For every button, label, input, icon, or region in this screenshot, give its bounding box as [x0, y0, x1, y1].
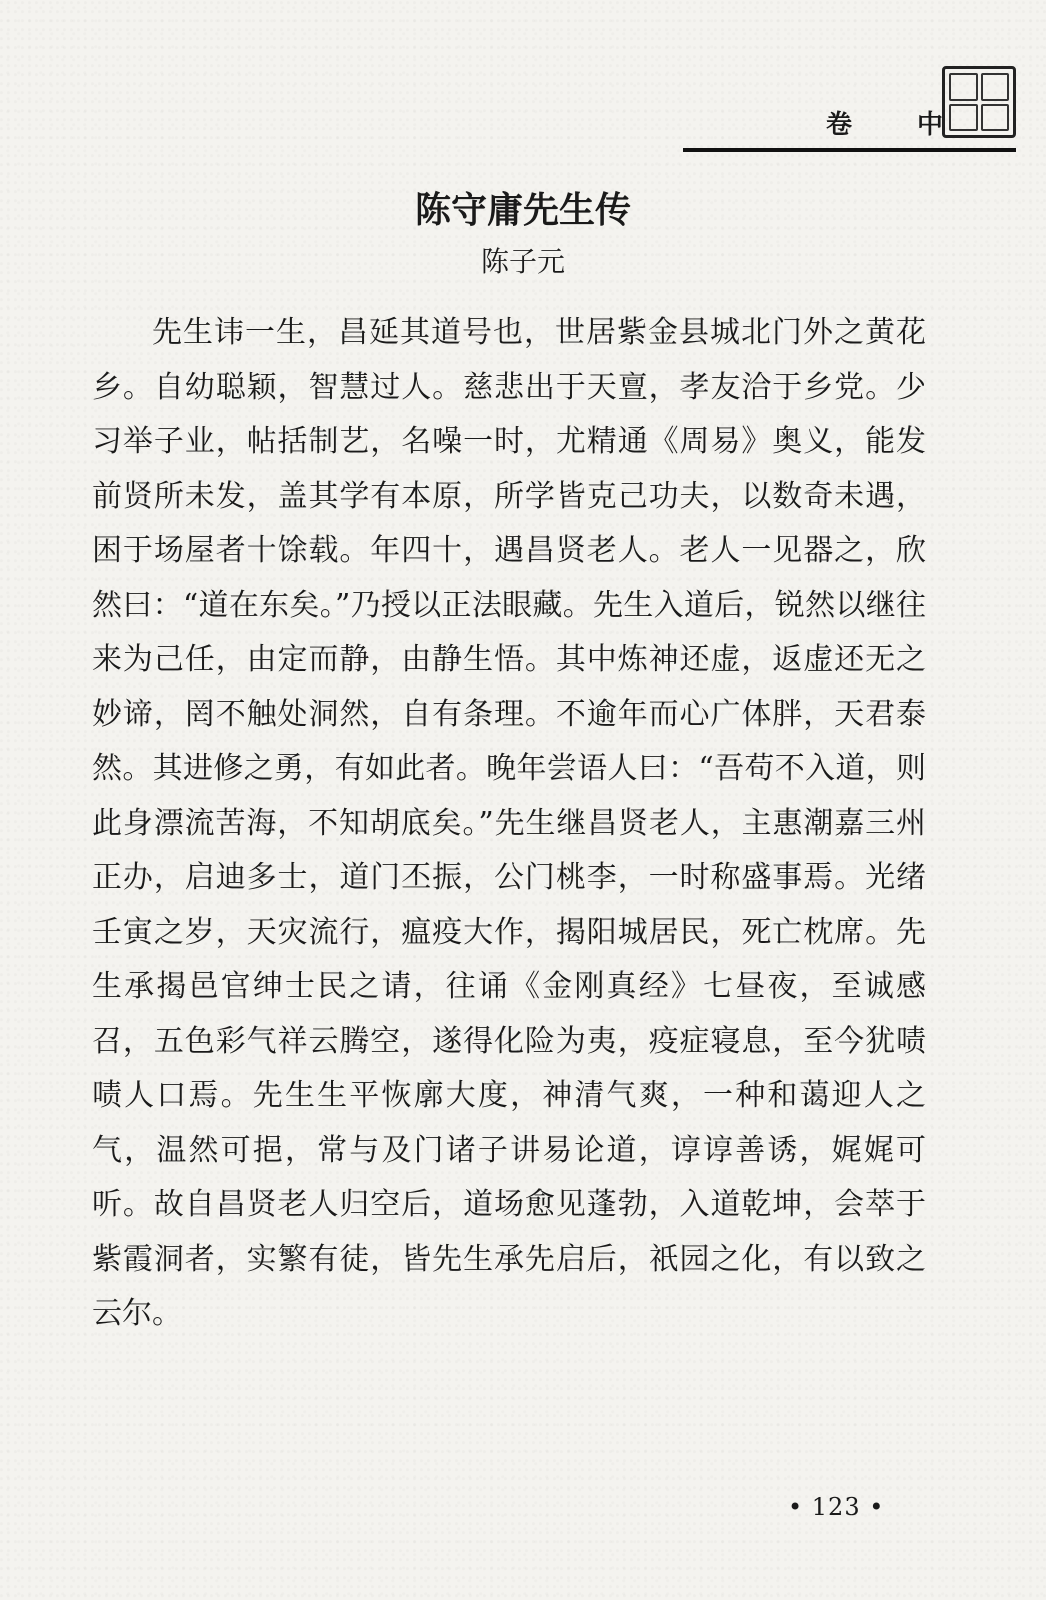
body-paragraph: 先生讳一生，昌延其道号也，世居紫金县城北门外之黄花乡。自幼聪颖，智慧过人。慈悲出于天亶，孝友洽于乡党。少习举子业，帖括制艺，名噪一时，尤精通《周易》奥义，能发前贤所未发，盖其学有本原，所学皆克己功夫，以数奇未遇，困于场屋者十馀载。年四十，遇昌贤老人。老人一见器之，欣然曰：“道在东矣。”乃授以正法眼藏。先生入道后，锐然以继往来为己任，由定而静，由静生悟。其中炼神还虚，返虚还无之妙谛，罔不触处洞然，自有条理。不逾年而心广体胖，天君泰然。其进修之勇，有如此者。晚年尝语人曰：“吾苟不入道，则此身漂流苦海，不知胡底矣。”先生继昌贤老人，主惠潮嘉三州正办，启迪多士，道门丕振，公门桃李，一时称盛事焉。光绪壬寅之岁，天灾流行，瘟疫大作，揭阳城居民，死亡枕席。先生承揭邑官绅士民之请，往诵《金刚真经》七昼夜，至诚感召，五色彩气祥云腾空，遂得化险为夷，疫症寝息，至今犹啧啧人口焉。先生生平恢廓大度，神清气爽，一种和蔼迎人之气，温然可挹，常与及门诸子讲易论道，谆谆善诱，娓娓可听。故自昌贤老人归空后，道场愈见蓬勃，入道乾坤，会萃于紫霞洞者，实繁有徒，皆先生承先启后，祇园之化，有以致之云尔。 [92, 315, 926, 1331]
author-name: 陈子元 [480, 245, 565, 278]
page-title: 陈守庸先生传 [414, 189, 631, 231]
header-divider [683, 148, 1016, 152]
section-label: 卷 中 [826, 110, 972, 140]
page-number: • 123 • [788, 1493, 885, 1521]
